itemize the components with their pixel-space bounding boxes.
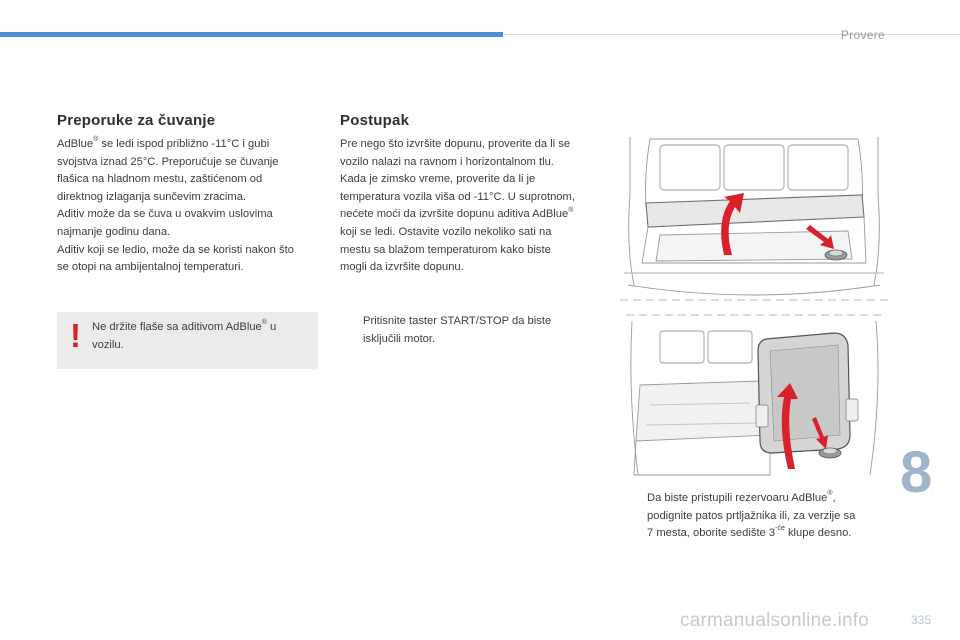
- step-1-line: Pritisnite taster START/STOP da biste: [363, 315, 552, 327]
- step-1-line: isključili motor.: [363, 332, 436, 345]
- watermark: carmanualsonline.info: [680, 610, 870, 631]
- trunk-illustration: [620, 135, 888, 481]
- step-1: [340, 313, 605, 349]
- procedure-text: Pre nego što izvršite dopunu, proverite da li se vozilo nalazi na ravnom i horizontalnom tlu. Kada je zimsko vreme, proverite da li je temperatura vozila viša od -11°C. U suprotnom, nećete moći da izvršite dopunu aditiva AdBlue® koji se ledi. Ostavite vozilo nekoliko sati na mestu sa blažom temperaturom kako biste mogli da izvršite dopunu.: [340, 138, 575, 274]
- section-name: Provere: [840, 28, 885, 42]
- folded-seat-icon: [756, 333, 858, 453]
- chapter-number: 8: [900, 440, 933, 505]
- header-accent-bar: [0, 32, 503, 37]
- warning-text: Ne držite flaše sa aditivom AdBlue® u vozilu.: [92, 319, 277, 351]
- warning-box: [57, 312, 318, 369]
- storage-text: AdBlue® se ledi ispod približno -11°C i gubi svojstva iznad 25°C. Preporučuje se čuvanje flašica na hladnom mestu, zaštićenom od direktnog izlaganja sunčevim zracima. Aditiv može da se čuva u ovakvim uslovima najmanje godinu dana. Aditiv koji se ledio, može da se koristi nakon što se otopi na ambijentalnoj temperaturi.: [57, 136, 294, 274]
- step-2: Da biste pristupili rezervoaru AdBlue®, podignite patos prtljažnika ili, za verzije sa 7 mesta, oborite sedište $3^{-će}$ klupe desno.: [647, 490, 856, 540]
- page-number: 335: [911, 613, 932, 627]
- filler-cap-icon: [819, 448, 841, 458]
- filler-cap-icon: [825, 250, 847, 260]
- warning-icon: !: [70, 317, 81, 354]
- header-rule: [503, 34, 960, 35]
- storage-heading: Preporuke za čuvanje: [57, 112, 216, 129]
- trunk-top-view: [620, 137, 888, 300]
- procedure-heading: Postupak: [340, 112, 410, 129]
